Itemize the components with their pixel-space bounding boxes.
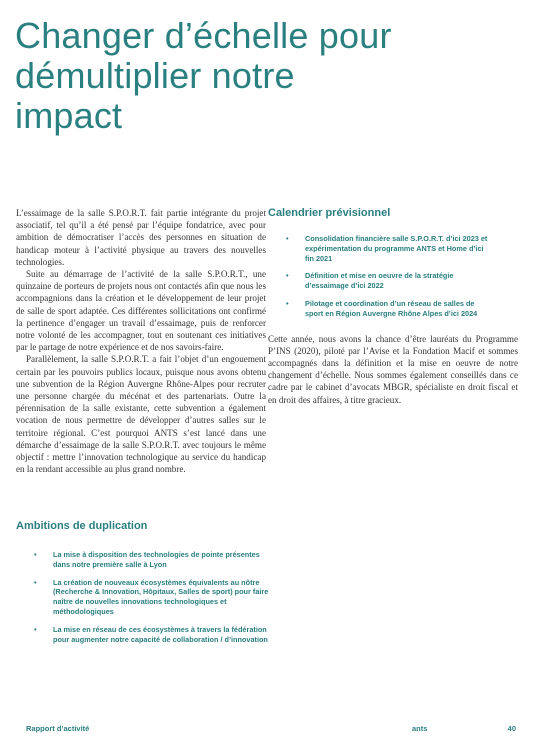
ambitions-section <box>16 520 306 652</box>
ambitions-heading: Ambitions de duplication <box>16 520 148 532</box>
bullet-icon: • <box>34 624 37 634</box>
list-item-text: Consolidation financière salle S.P.O.R.T. d’ici 2023 et expérimentation du programme ANTS et Home d’ici fin 2021 <box>305 234 488 263</box>
bullet-icon: • <box>286 271 289 281</box>
page-number: 40 <box>507 724 516 733</box>
bullet-icon: • <box>286 234 289 243</box>
list-item-text: Pilotage et coordination d’un réseau de salles de sport en Région Auvergne Rhône Alpes d’ici 2024 <box>305 298 478 318</box>
page-title <box>15 16 515 136</box>
list-item <box>16 550 271 570</box>
list-item <box>16 578 271 617</box>
list-item-text: La mise à disposition des technologies de pointe présentes dans notre première salle à Lyon <box>53 550 260 569</box>
list-item <box>268 299 488 319</box>
body-paragraph: Suite au démarrage de l’activité de la salle S.P.O.R.T., une quinzaine de porteurs de projets nous ont contactés afin que nous les accompagnions dans la création et le développement de leur projet de salle de sport adaptée. Ces différentes sollicitations ont confirmé la pertinence d’engager un travail d’essaimage, puis de renforcer notre volonté de les accompagner, tout en soutenant ces initiatives par le partage de notre expérience et de nos savoirs-faire. <box>16 269 266 353</box>
list-item-text: Définition et mise en oeuvre de la stratégie d’essaimage d’ici 2022 <box>305 271 454 291</box>
bullet-icon: • <box>286 298 289 308</box>
calendar-heading: Calendrier prévisionnel <box>268 207 391 219</box>
footer-report-label: Rapport d’activité <box>26 724 90 733</box>
bullet-icon: • <box>34 550 37 559</box>
title-line-1: Changer d’échelle pour <box>15 15 392 56</box>
body-paragraph: L’essaimage de la salle S.P.O.R.T. fait partie intégrante du projet associatif, tel qu’il a été pensé par l’équipe fondatrice, avec pour ambition de démocratiser l’accès des personnes en situation de handicap moteur à l’activité physique au travers des nouvelles technologies. <box>16 208 266 267</box>
right-column <box>268 207 518 415</box>
title-line-3: impact <box>15 95 123 136</box>
title-line-2: démultiplier notre <box>15 55 295 96</box>
list-item <box>268 271 488 291</box>
page-footer <box>26 724 516 736</box>
list-item-text: La création de nouveaux écosystèmes équivalents au nôtre (Recherche & Innovation, Hôpitaux, Salles de sport) pour faire naître de nouvelles innovations technologiques et méthodologiques <box>53 577 269 616</box>
list-item <box>16 625 271 645</box>
calendar-paragraph: Cette année, nous avons la chance d’être lauréats du Programme P’INS (2020), piloté par l’Avise et la Fondation Macif et sommes accompagnés dans la définition et la mise en oeuvre de notre changement d’échelle. Nous sommes également conseillés dans ce cadre par le cabinet d’avocats MBGR, spécialiste en droit fiscal et en droit des affaires, à titre gracieux. <box>268 333 518 405</box>
list-item <box>268 234 488 263</box>
list-item-text: La mise en réseau de ces écosystèmes à travers la fédération pour augmenter notre capacité de collaboration / d’innovation <box>53 624 268 644</box>
body-paragraph: Parallèlement, la salle S.P.O.R.T. a fait l’objet d’un engouement certain par les pouvoirs publics locaux, puisque nous avons obtenu une subvention de la Région Auvergne Rhône-Alpes pour recruter une personne chargée du mécénat et des partenariats. Outre la pérennisation de la salle existante, cette subvention a également vocation de nous permettre de développer d’autres salles sur le territoire régional. C’est pourquoi ANTS s’est lancé dans une démarche d’essaimage de la salle S.P.O.R.T. avec toujours le même objectif : mettre l’innovation technologique au service du handicap en la rendant accessible au plus grand nombre. <box>16 354 266 475</box>
footer-logo: ants <box>412 724 428 733</box>
left-column <box>16 207 266 475</box>
bullet-icon: • <box>34 577 37 587</box>
calendar-list <box>268 234 488 319</box>
ambitions-list <box>16 550 271 644</box>
